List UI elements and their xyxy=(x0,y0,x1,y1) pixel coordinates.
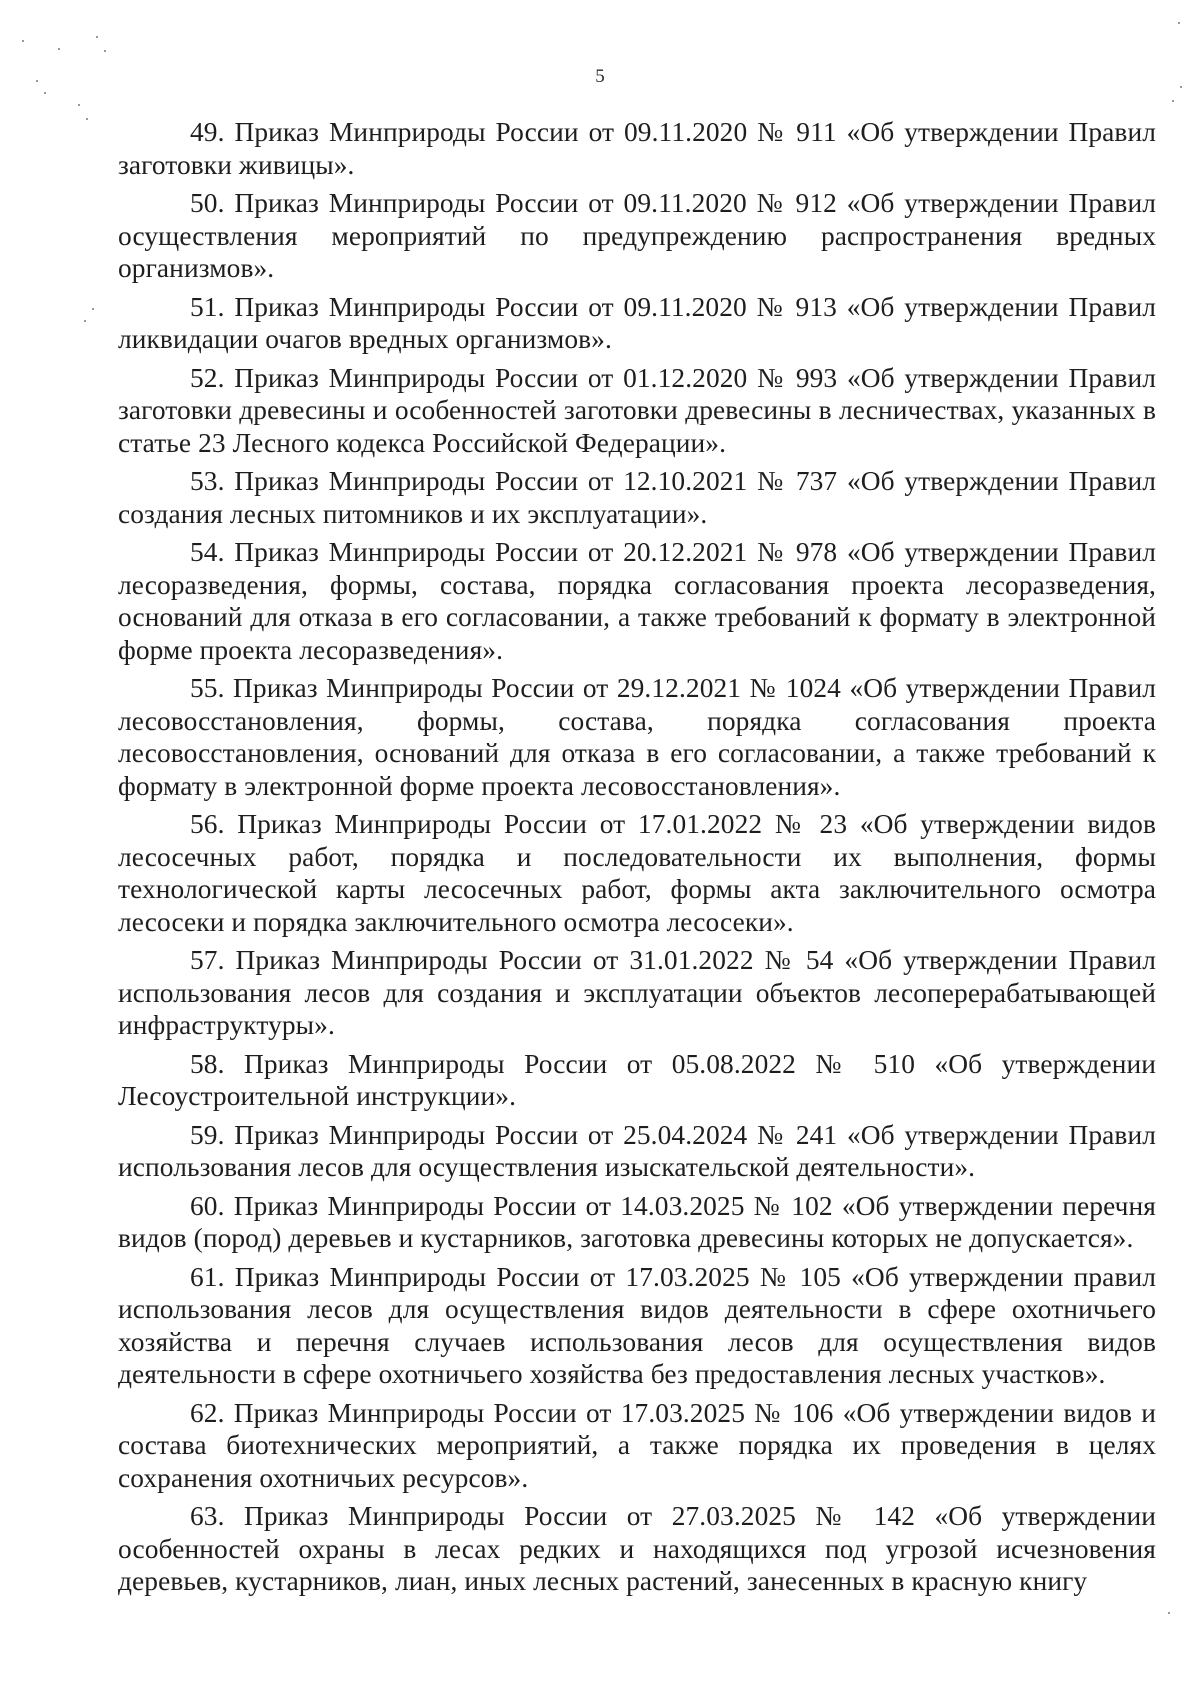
list-item: 54. Приказ Минприроды России от 20.12.2021 № 978 «Об утверждении Правил лесоразведения, формы, состава, порядка согласования проекта лесоразведения, оснований для отказа в его согласовании, а также требований к формату в электронной форме проекта лесоразведения». xyxy=(118,537,1156,665)
document-body xyxy=(118,116,1156,1604)
list-item: 60. Приказ Минприроды России от 14.03.2025 № 102 «Об утверждении перечня видов (пород) деревьев и кустарников, заготовка древесины которых не допускается». xyxy=(118,1190,1156,1253)
list-item: 50. Приказ Минприроды России от 09.11.2020 № 912 «Об утверждении Правил осуществления мероприятий по предупреждению распространения вредных организмов». xyxy=(118,188,1156,283)
list-item: 63. Приказ Минприроды России от 27.03.2025 № 142 «Об утверждении особенностей охраны в лесах редких и находящихся под угрозой исчезновения деревьев, кустарников, лиан, иных лесных растений, занесенных в красную книгу xyxy=(118,1501,1156,1596)
list-item: 52. Приказ Минприроды России от 01.12.2020 № 993 «Об утверждении Правил заготовки древесины и особенностей заготовки древесины в лесничествах, указанных в статье 23 Лесного кодекса Российской Федерации». xyxy=(118,362,1156,458)
list-item: 55. Приказ Минприроды России от 29.12.2021 № 1024 «Об утверждении Правил лесовосстановления, формы, состава, порядка согласования проекта лесовосстановления, оснований для отказа в его согласовании, а также требований к формату в электронной форме проекта лесовосстановления». xyxy=(118,673,1156,801)
list-item: 57. Приказ Минприроды России от 31.01.2022 № 54 «Об утверждении Правил использования лесов для создания и эксплуатации объектов лесоперерабатывающей инфраструктуры». xyxy=(118,945,1156,1040)
page-number: 5 xyxy=(595,66,605,87)
list-item: 59. Приказ Минприроды России от 25.04.2024 № 241 «Об утверждении Правил использования лесов для осуществления изыскательской деятельности». xyxy=(118,1119,1156,1182)
list-item: 53. Приказ Минприроды России от 12.10.2021 № 737 «Об утверждении Правил создания лесных питомников и их эксплуатации». xyxy=(118,466,1156,529)
list-item: 56. Приказ Минприроды России от 17.01.2022 № 23 «Об утверждении видов лесосечных работ, порядка и последовательности их выполнения, формы технологической карты лесосечных работ, формы акта заключительного осмотра лесосеки и порядка заключительного осмотра лесосеки». xyxy=(118,809,1156,937)
list-item: 58. Приказ Минприроды России от 05.08.2022 № 510 «Об утверждении Лесоустроительной инструкции». xyxy=(118,1048,1156,1111)
list-item: 49. Приказ Минприроды России от 09.11.2020 № 911 «Об утверждении Правил заготовки живицы». xyxy=(118,117,1156,180)
list-item: 62. Приказ Минприроды России от 17.03.2025 № 106 «Об утверждении видов и состава биотехнических мероприятий, а также порядка их проведения в целях сохранения охотничьих ресурсов». xyxy=(118,1397,1156,1493)
list-item: 61. Приказ Минприроды России от 17.03.2025 № 105 «Об утверждении правил использования лесов для осуществления видов деятельности в сфере охотничьего хозяйства и перечня случаев использования лесов для осуществления видов деятельности в сфере охотничьего хозяйства без предоставления лесных участков». xyxy=(118,1261,1156,1389)
list-item: 51. Приказ Минприроды России от 09.11.2020 № 913 «Об утверждении Правил ликвидации очагов вредных организмов». xyxy=(118,291,1156,354)
